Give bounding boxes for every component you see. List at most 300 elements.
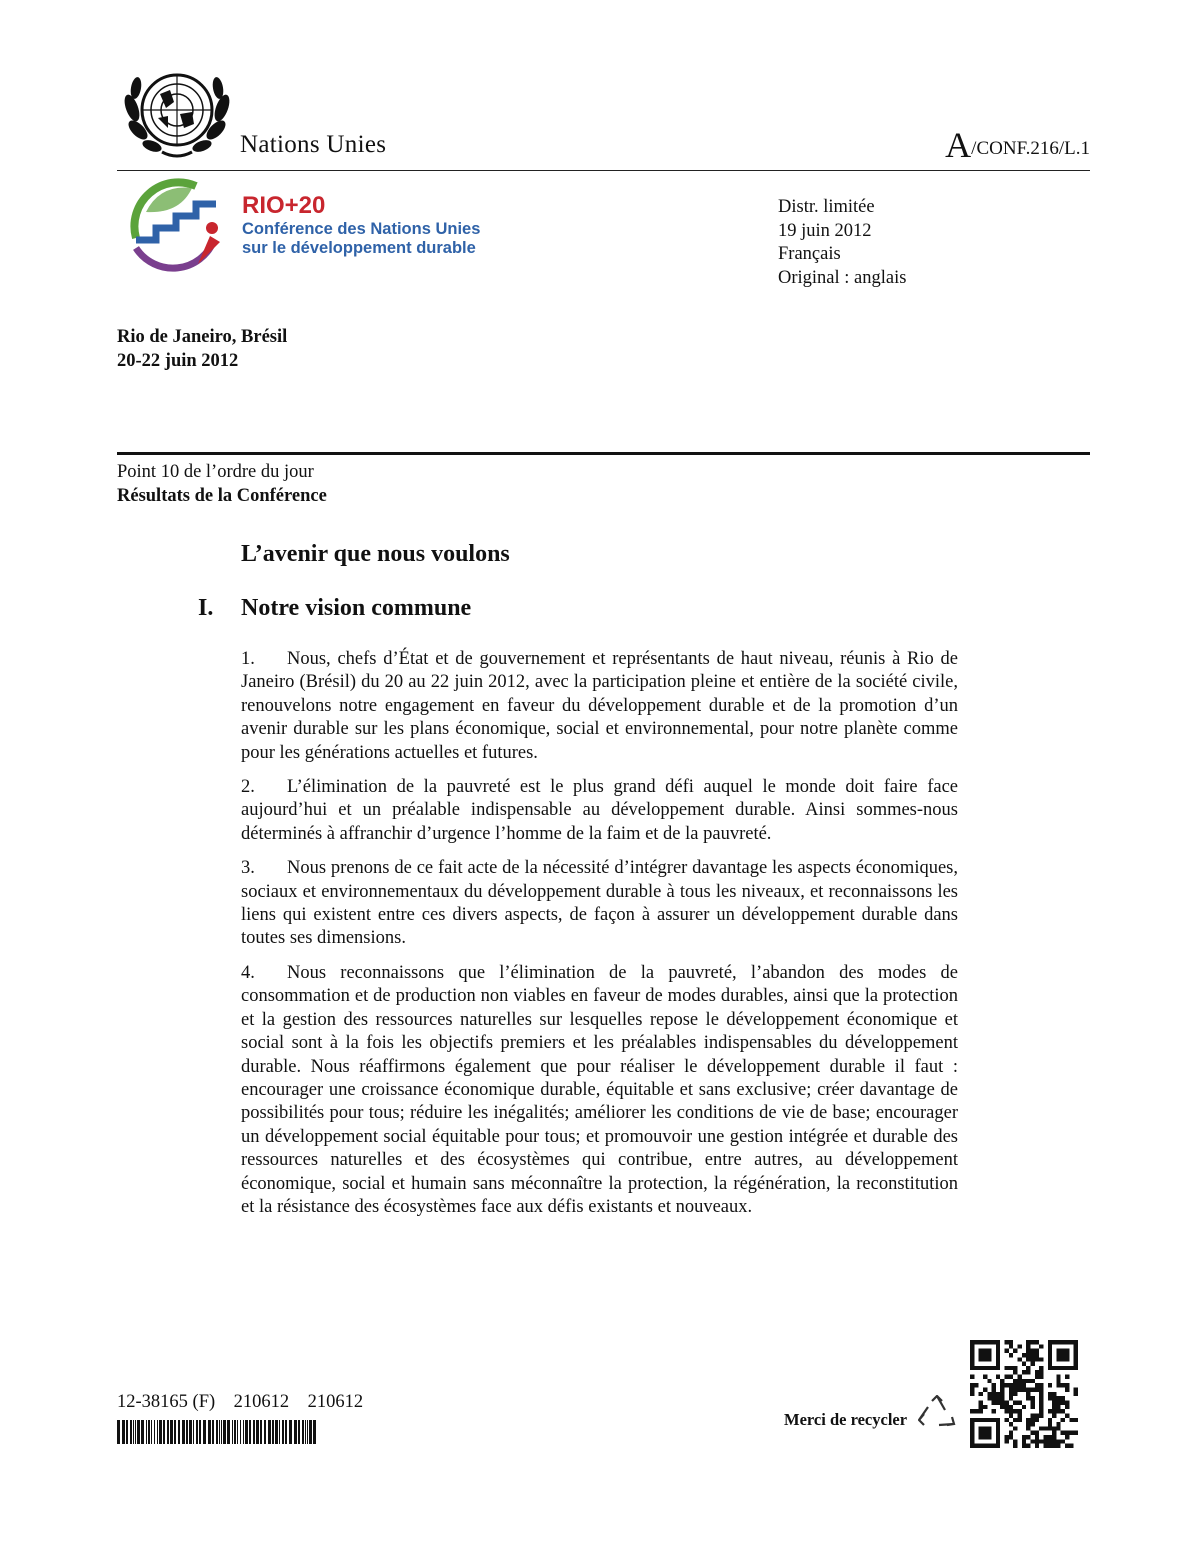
qr-module bbox=[1052, 1340, 1056, 1344]
qr-module bbox=[996, 1439, 1000, 1443]
qr-module bbox=[1022, 1439, 1026, 1443]
qr-module bbox=[979, 1426, 983, 1430]
qr-module bbox=[1022, 1353, 1026, 1357]
qr-module bbox=[979, 1392, 983, 1396]
qr-module bbox=[1061, 1340, 1065, 1344]
qr-module bbox=[1043, 1426, 1047, 1430]
qr-module bbox=[1056, 1379, 1060, 1383]
qr-module bbox=[996, 1418, 1000, 1422]
qr-module bbox=[970, 1435, 974, 1439]
rio20-subtitle-line2: sur le développement durable bbox=[242, 239, 476, 257]
qr-module bbox=[1039, 1400, 1043, 1404]
qr-module bbox=[987, 1353, 991, 1357]
qr-module bbox=[1022, 1362, 1026, 1366]
qr-module bbox=[983, 1349, 987, 1353]
qr-module bbox=[1048, 1396, 1052, 1400]
qr-module bbox=[1022, 1383, 1026, 1387]
barcode-bar bbox=[130, 1420, 132, 1444]
barcode-bar bbox=[285, 1420, 287, 1444]
qr-module bbox=[1061, 1366, 1065, 1370]
barcode-bar bbox=[219, 1420, 220, 1444]
qr-module bbox=[970, 1426, 974, 1430]
barcode-bar bbox=[249, 1420, 251, 1444]
qr-module bbox=[996, 1431, 1000, 1435]
qr-module bbox=[996, 1344, 1000, 1348]
barcode-bar bbox=[272, 1420, 274, 1444]
qr-module bbox=[1013, 1370, 1017, 1374]
barcode-bar bbox=[182, 1420, 185, 1444]
qr-module bbox=[1048, 1444, 1052, 1448]
conference-location bbox=[117, 325, 287, 373]
qr-module bbox=[974, 1366, 978, 1370]
qr-module bbox=[1069, 1444, 1073, 1448]
rio20-title: RIO+20 bbox=[242, 192, 326, 219]
qr-module bbox=[1035, 1340, 1039, 1344]
qr-module bbox=[983, 1353, 987, 1357]
qr-module bbox=[992, 1409, 996, 1413]
qr-code-icon bbox=[970, 1340, 1078, 1448]
qr-module bbox=[1026, 1388, 1030, 1392]
qr-module bbox=[1026, 1370, 1030, 1374]
qr-module bbox=[1069, 1366, 1073, 1370]
qr-module bbox=[970, 1353, 974, 1357]
qr-module bbox=[1048, 1439, 1052, 1443]
qr-module bbox=[979, 1444, 983, 1448]
qr-module bbox=[1013, 1392, 1017, 1396]
barcode-bar bbox=[237, 1420, 238, 1444]
barcode-bar bbox=[260, 1420, 262, 1444]
paragraph-text: L’élimination de la pauvreté est le plus grand défi auquel le monde doit faire face aujourd’hui et un préalable indispensable au développement durable. Ainsi sommes-nous déterminés à affranchir d’urgence l’homme de la faim et de la pauvreté. bbox=[241, 777, 958, 844]
qr-module bbox=[1043, 1439, 1047, 1443]
qr-module bbox=[1000, 1388, 1004, 1392]
qr-module bbox=[970, 1444, 974, 1448]
qr-module bbox=[996, 1375, 1000, 1379]
qr-module bbox=[987, 1379, 991, 1383]
qr-module bbox=[1035, 1375, 1039, 1379]
qr-module bbox=[970, 1392, 974, 1396]
qr-module bbox=[1026, 1426, 1030, 1430]
qr-module bbox=[1039, 1388, 1043, 1392]
location-dates: 20-22 juin 2012 bbox=[117, 351, 239, 371]
qr-module bbox=[1013, 1388, 1017, 1392]
qr-module bbox=[979, 1353, 983, 1357]
qr-module bbox=[987, 1349, 991, 1353]
qr-module bbox=[996, 1357, 1000, 1361]
qr-module bbox=[987, 1435, 991, 1439]
qr-module bbox=[1026, 1357, 1030, 1361]
qr-module bbox=[1056, 1383, 1060, 1387]
qr-module bbox=[1005, 1405, 1009, 1409]
qr-module bbox=[983, 1405, 987, 1409]
barcode-bar bbox=[302, 1420, 304, 1444]
qr-module bbox=[1000, 1392, 1004, 1396]
qr-module bbox=[1048, 1409, 1052, 1413]
qr-module bbox=[983, 1426, 987, 1430]
barcode-bar bbox=[289, 1420, 292, 1444]
qr-module bbox=[970, 1375, 974, 1379]
barcode-bar bbox=[212, 1420, 214, 1444]
qr-module bbox=[996, 1366, 1000, 1370]
qr-module bbox=[1013, 1426, 1017, 1430]
qr-module bbox=[979, 1349, 983, 1353]
qr-module bbox=[970, 1383, 974, 1387]
qr-module bbox=[1018, 1383, 1022, 1387]
qr-module bbox=[1026, 1366, 1030, 1370]
qr-module bbox=[1026, 1396, 1030, 1400]
qr-module bbox=[1005, 1409, 1009, 1413]
qr-module bbox=[992, 1418, 996, 1422]
qr-module bbox=[970, 1431, 974, 1435]
paragraph-text: Nous prenons de ce fait acte de la nécessité d’intégrer davantage les aspects économiques, sociaux et environnementaux du développement durable à tous les niveaux, et reconnaissons les liens qui existent entre ces divers aspects, de façon à assurer un développement durable dans toutes ses dimensions. bbox=[241, 858, 958, 949]
qr-module bbox=[996, 1422, 1000, 1426]
barcode-bar bbox=[208, 1420, 211, 1444]
qr-module bbox=[1048, 1392, 1052, 1396]
qr-module bbox=[1056, 1375, 1060, 1379]
document-title: L’avenir que nous voulons bbox=[241, 541, 510, 567]
qr-module bbox=[1026, 1392, 1030, 1396]
barcode-bar bbox=[245, 1420, 248, 1444]
barcode-bar bbox=[256, 1420, 259, 1444]
qr-module bbox=[1005, 1400, 1009, 1404]
qr-module bbox=[1005, 1418, 1009, 1422]
qr-module bbox=[1074, 1418, 1078, 1422]
qr-module bbox=[1013, 1379, 1017, 1383]
barcode-bar bbox=[186, 1420, 188, 1444]
agenda-item: Point 10 de l’ordre du jour bbox=[117, 462, 314, 482]
qr-module bbox=[970, 1388, 974, 1392]
qr-module bbox=[1052, 1431, 1056, 1435]
qr-module bbox=[1035, 1413, 1039, 1417]
qr-module bbox=[1043, 1444, 1047, 1448]
qr-module bbox=[1022, 1370, 1026, 1374]
barcode-bar bbox=[167, 1420, 169, 1444]
barcode-bar bbox=[240, 1420, 241, 1444]
barcode-bar bbox=[234, 1420, 236, 1444]
qr-module bbox=[1039, 1383, 1043, 1387]
qr-module bbox=[1026, 1435, 1030, 1439]
qr-module bbox=[1039, 1439, 1043, 1443]
barcode-bar bbox=[223, 1420, 226, 1444]
qr-module bbox=[1035, 1435, 1039, 1439]
qr-module bbox=[1039, 1370, 1043, 1374]
qr-module bbox=[1065, 1388, 1069, 1392]
qr-module bbox=[979, 1357, 983, 1361]
un-emblem-icon bbox=[118, 68, 236, 160]
qr-module bbox=[1035, 1418, 1039, 1422]
qr-module bbox=[974, 1340, 978, 1344]
qr-module bbox=[1026, 1340, 1030, 1344]
qr-module bbox=[1013, 1383, 1017, 1387]
qr-module bbox=[1009, 1431, 1013, 1435]
qr-module bbox=[1056, 1357, 1060, 1361]
symbol-letter: A bbox=[945, 125, 972, 165]
barcode-bar bbox=[141, 1420, 144, 1444]
qr-module bbox=[1056, 1405, 1060, 1409]
qr-module bbox=[1009, 1435, 1013, 1439]
qr-module bbox=[1074, 1362, 1078, 1366]
qr-module bbox=[1065, 1375, 1069, 1379]
qr-module bbox=[1048, 1344, 1052, 1348]
qr-module bbox=[1030, 1405, 1034, 1409]
qr-module bbox=[1061, 1357, 1065, 1361]
qr-module bbox=[1074, 1340, 1078, 1344]
paragraph-number: 1. bbox=[241, 649, 255, 669]
qr-module bbox=[1030, 1362, 1034, 1366]
qr-module bbox=[979, 1431, 983, 1435]
qr-module bbox=[1013, 1366, 1017, 1370]
qr-module bbox=[1039, 1396, 1043, 1400]
qr-module bbox=[1052, 1413, 1056, 1417]
qr-module bbox=[1013, 1439, 1017, 1443]
barcode-bar bbox=[305, 1420, 306, 1444]
qr-module bbox=[1026, 1353, 1030, 1357]
qr-module bbox=[1013, 1444, 1017, 1448]
distribution-date: 19 juin 2012 bbox=[778, 220, 872, 241]
qr-module bbox=[1048, 1418, 1052, 1422]
qr-module bbox=[1000, 1383, 1004, 1387]
qr-module bbox=[974, 1383, 978, 1387]
qr-module bbox=[1052, 1366, 1056, 1370]
qr-module bbox=[1056, 1439, 1060, 1443]
qr-module bbox=[1000, 1396, 1004, 1400]
recycle-text: Merci de recycler bbox=[784, 1410, 908, 1429]
qr-module bbox=[1035, 1431, 1039, 1435]
recycle-icon bbox=[918, 1395, 956, 1431]
paragraph bbox=[241, 776, 958, 846]
qr-module bbox=[1035, 1357, 1039, 1361]
qr-module bbox=[1048, 1426, 1052, 1430]
qr-module bbox=[1061, 1353, 1065, 1357]
qr-module bbox=[1065, 1400, 1069, 1404]
barcode-bar bbox=[216, 1420, 218, 1444]
paragraph-number: 4. bbox=[241, 962, 255, 983]
barcode-bar bbox=[133, 1420, 134, 1444]
qr-module bbox=[1022, 1444, 1026, 1448]
barcode-bar bbox=[275, 1420, 278, 1444]
barcode-bar bbox=[243, 1420, 244, 1444]
qr-module bbox=[1061, 1439, 1065, 1443]
barcode-bar bbox=[294, 1420, 297, 1444]
qr-module bbox=[983, 1435, 987, 1439]
distribution-block bbox=[778, 196, 906, 290]
job-number: 12-38165 (F) 210612 210612 bbox=[117, 1392, 364, 1412]
qr-module bbox=[1052, 1444, 1056, 1448]
qr-module bbox=[1039, 1405, 1043, 1409]
paragraph bbox=[241, 648, 958, 765]
qr-module bbox=[987, 1357, 991, 1361]
qr-module bbox=[1009, 1409, 1013, 1413]
qr-module bbox=[1065, 1435, 1069, 1439]
qr-module bbox=[1048, 1362, 1052, 1366]
barcode-bar bbox=[282, 1420, 284, 1444]
qr-module bbox=[1052, 1409, 1056, 1413]
qr-module bbox=[1065, 1357, 1069, 1361]
qr-module bbox=[1018, 1409, 1022, 1413]
qr-module bbox=[996, 1444, 1000, 1448]
barcode-bar bbox=[170, 1420, 173, 1444]
qr-module bbox=[1005, 1439, 1009, 1443]
qr-module bbox=[979, 1405, 983, 1409]
qr-module bbox=[1030, 1439, 1034, 1443]
qr-module bbox=[1005, 1340, 1009, 1344]
qr-module bbox=[1039, 1375, 1043, 1379]
qr-module bbox=[983, 1431, 987, 1435]
qr-module bbox=[1035, 1388, 1039, 1392]
qr-module bbox=[992, 1400, 996, 1404]
qr-module bbox=[1013, 1400, 1017, 1404]
document-symbol bbox=[945, 124, 1090, 166]
qr-module bbox=[1009, 1375, 1013, 1379]
qr-module bbox=[1035, 1383, 1039, 1387]
qr-module bbox=[1000, 1400, 1004, 1404]
qr-module bbox=[996, 1426, 1000, 1430]
qr-module bbox=[1069, 1418, 1073, 1422]
qr-module bbox=[1065, 1383, 1069, 1387]
paragraph-number: 3. bbox=[241, 858, 255, 879]
qr-module bbox=[1009, 1344, 1013, 1348]
qr-module bbox=[1074, 1388, 1078, 1392]
qr-module bbox=[1013, 1409, 1017, 1413]
qr-module bbox=[1005, 1349, 1009, 1353]
qr-module bbox=[996, 1435, 1000, 1439]
qr-module bbox=[992, 1444, 996, 1448]
qr-module bbox=[1005, 1435, 1009, 1439]
qr-module bbox=[1013, 1418, 1017, 1422]
paragraph-text: Nous, chefs d’État et de gouvernement et représentants de haut niveau, réunis à Rio de Janeiro (Brésil) du 20 au 22 juin 2012, avec la participation pleine et entière de la société civile, renouvelons notre engagement en faveur du développement durable et de la promotion d’un avenir durable sur les plans économique, social et environnemental, pour notre planète comme pour les générations actuelles et futures. bbox=[241, 649, 958, 763]
qr-module bbox=[1056, 1366, 1060, 1370]
qr-module bbox=[1061, 1400, 1065, 1404]
barcode-bar bbox=[135, 1420, 136, 1444]
qr-module bbox=[987, 1444, 991, 1448]
barcode-bar bbox=[279, 1420, 280, 1444]
chapter-title: Notre vision commune bbox=[241, 595, 472, 621]
paragraph bbox=[241, 857, 958, 951]
qr-module bbox=[1009, 1413, 1013, 1417]
qr-module bbox=[1043, 1435, 1047, 1439]
qr-module bbox=[1018, 1388, 1022, 1392]
qr-module bbox=[1065, 1431, 1069, 1435]
location-city: Rio de Janeiro, Brésil bbox=[117, 327, 288, 347]
qr-module bbox=[1065, 1353, 1069, 1357]
paragraph-number: 2. bbox=[241, 777, 255, 798]
distribution-type: Distr. limitée bbox=[778, 197, 875, 217]
qr-module bbox=[974, 1409, 978, 1413]
barcode-bar bbox=[154, 1420, 155, 1444]
qr-module bbox=[1074, 1353, 1078, 1357]
barcode-bar bbox=[146, 1420, 147, 1444]
qr-module bbox=[1061, 1396, 1065, 1400]
qr-module bbox=[1022, 1388, 1026, 1392]
barcode-bar bbox=[232, 1420, 233, 1444]
qr-module bbox=[1052, 1400, 1056, 1404]
qr-module bbox=[1048, 1383, 1052, 1387]
section-rule bbox=[117, 452, 1090, 455]
qr-module bbox=[987, 1418, 991, 1422]
qr-module bbox=[1030, 1396, 1034, 1400]
barcode-bar bbox=[126, 1420, 128, 1444]
qr-module bbox=[1030, 1379, 1034, 1383]
qr-module bbox=[1056, 1353, 1060, 1357]
qr-module bbox=[1065, 1366, 1069, 1370]
qr-module bbox=[1026, 1344, 1030, 1348]
qr-module bbox=[1069, 1340, 1073, 1344]
barcode-bar bbox=[196, 1420, 198, 1444]
qr-module bbox=[1056, 1396, 1060, 1400]
qr-module bbox=[1056, 1400, 1060, 1404]
qr-module bbox=[996, 1362, 1000, 1366]
barcode-bar bbox=[227, 1420, 230, 1444]
qr-module bbox=[1039, 1409, 1043, 1413]
qr-module bbox=[983, 1366, 987, 1370]
qr-module bbox=[1061, 1418, 1065, 1422]
barcode-bar bbox=[189, 1420, 192, 1444]
qr-module bbox=[992, 1340, 996, 1344]
qr-module bbox=[1026, 1418, 1030, 1422]
qr-module bbox=[1065, 1349, 1069, 1353]
qr-module bbox=[1030, 1388, 1034, 1392]
qr-module bbox=[1018, 1413, 1022, 1417]
symbol-code: /CONF.216/L.1 bbox=[971, 138, 1090, 159]
qr-module bbox=[1061, 1383, 1065, 1387]
qr-module bbox=[1048, 1422, 1052, 1426]
barcode-icon bbox=[117, 1420, 317, 1444]
barcode-bar bbox=[157, 1420, 158, 1444]
qr-module bbox=[1009, 1396, 1013, 1400]
header-rule bbox=[117, 170, 1090, 171]
barcode-bar bbox=[309, 1420, 312, 1444]
rio20-emblem-icon bbox=[126, 178, 228, 274]
qr-module bbox=[970, 1422, 974, 1426]
barcode-bar bbox=[137, 1420, 140, 1444]
qr-module bbox=[1056, 1409, 1060, 1413]
qr-module bbox=[1035, 1370, 1039, 1374]
qr-module bbox=[1052, 1392, 1056, 1396]
qr-module bbox=[1005, 1383, 1009, 1387]
qr-module bbox=[1018, 1357, 1022, 1361]
barcode-bar bbox=[122, 1420, 125, 1444]
qr-module bbox=[1022, 1379, 1026, 1383]
qr-module bbox=[996, 1340, 1000, 1344]
qr-module bbox=[1065, 1413, 1069, 1417]
qr-module bbox=[1030, 1340, 1034, 1344]
qr-module bbox=[1056, 1444, 1060, 1448]
qr-module bbox=[979, 1409, 983, 1413]
barcode-bar bbox=[178, 1420, 180, 1444]
qr-module bbox=[979, 1366, 983, 1370]
qr-module bbox=[970, 1366, 974, 1370]
qr-module bbox=[1030, 1418, 1034, 1422]
qr-module bbox=[996, 1400, 1000, 1404]
qr-module bbox=[970, 1340, 974, 1344]
qr-module bbox=[1052, 1396, 1056, 1400]
qr-module bbox=[992, 1366, 996, 1370]
qr-module bbox=[1018, 1375, 1022, 1379]
qr-module bbox=[970, 1349, 974, 1353]
barcode-bar bbox=[151, 1420, 152, 1444]
rio20-subtitle-line1: Conférence des Nations Unies bbox=[242, 220, 481, 238]
qr-module bbox=[1052, 1426, 1056, 1430]
qr-module bbox=[1009, 1383, 1013, 1387]
qr-module bbox=[1030, 1349, 1034, 1353]
barcode-bar bbox=[174, 1420, 176, 1444]
qr-module bbox=[1056, 1426, 1060, 1430]
qr-module bbox=[992, 1388, 996, 1392]
qr-module bbox=[974, 1444, 978, 1448]
distribution-original: Original : anglais bbox=[778, 267, 907, 288]
qr-module bbox=[987, 1392, 991, 1396]
barcode-bar bbox=[298, 1420, 300, 1444]
distribution-language: Français bbox=[778, 244, 841, 264]
